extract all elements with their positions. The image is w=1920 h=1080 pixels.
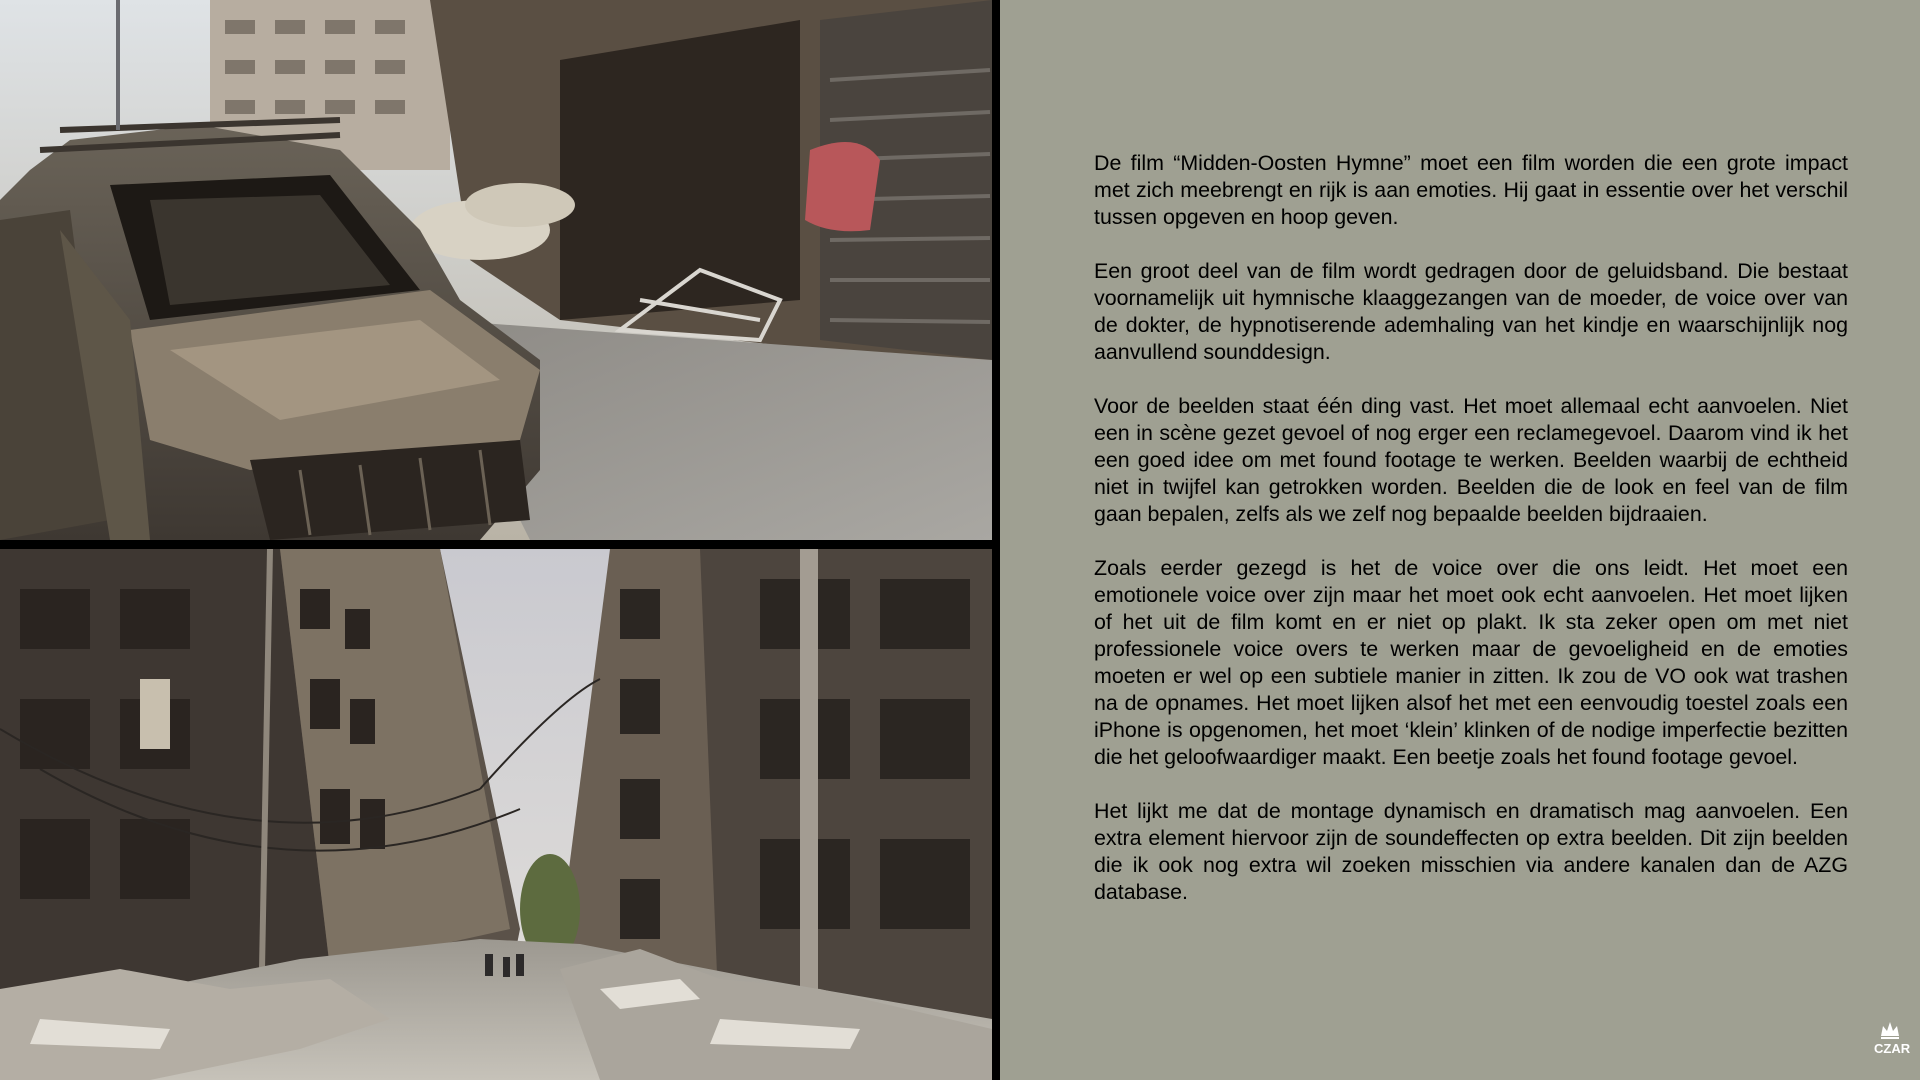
czar-logo <box>1874 1018 1911 1064</box>
paragraph-voice-over: Zoals eerder gezegd is het de voice over die ons leidt. Het moet een emotionele voice over zijn maar het moet ook echt aanvoelen. Het moet lijken of het uit de film komt en er niet op plakt. Ik sta zeker open om met niet professionele voice overs te werken maar de gevoeligheid en de emoties moeten er wel op een subtiele manier in zitten. Ik zou de VO ook wat trashen na de opnames. Het moet lijken alsof het met een eenvoudig toestel zoals een iPhone is opgenomen, het moet ‘klein’ klinken of de nodige imperfectie bezitten die het geloofwaardiger maakt. Een beetje zoals het found footage gevoel. <box>1094 556 1848 769</box>
text-panel <box>1000 0 1920 1080</box>
crown-icon <box>1879 1018 1901 1040</box>
body-text <box>1094 150 1848 933</box>
photo-rubble-street <box>0 549 992 1080</box>
paragraph-editing: Het lijkt me dat de montage dynamisch en dramatisch mag aanvoelen. Een extra element hiervoor zijn de soundeffecten op extra beelden. Dit zijn beelden die ik ook nog extra wil zoeken misschien via andere kanalen dan de AZG database. <box>1094 799 1848 904</box>
photo-rubble-street-image <box>0 549 992 1080</box>
paragraph-images: Voor de beelden staat één ding vast. Het moet allemaal echt aanvoelen. Niet een in scène gezet gevoel of nog erger een reclamegevoel. Daarom vind ik het een goed idee om met found footage te werken. Beelden waarbij de echtheid niet in twijfel kan getrokken worden. Beelden die de look en feel van de film gaan bepalen, zelfs als we zelf nog bepaalde beelden bijdraaien. <box>1094 394 1848 526</box>
paragraph-intro: De film “Midden-Oosten Hymne” moet een film worden die een grote impact met zich meebrengt en rijk is aan emoties. Hij gaat in essentie over het verschil tussen opgeven en hoop geven. <box>1094 151 1848 229</box>
photo-burned-van-image <box>0 0 992 540</box>
photo-burned-van <box>0 0 992 540</box>
logo-text: CZAR <box>1874 1041 1911 1056</box>
paragraph-soundtrack: Een groot deel van de film wordt gedragen door de geluidsband. Die bestaat voornamelijk uit hymnische klaaggezangen van de moeder, de voice over van de dokter, de hypnotiserende ademhaling van het kindje en waarschijnlijk nog aanvullend sounddesign. <box>1094 259 1848 364</box>
